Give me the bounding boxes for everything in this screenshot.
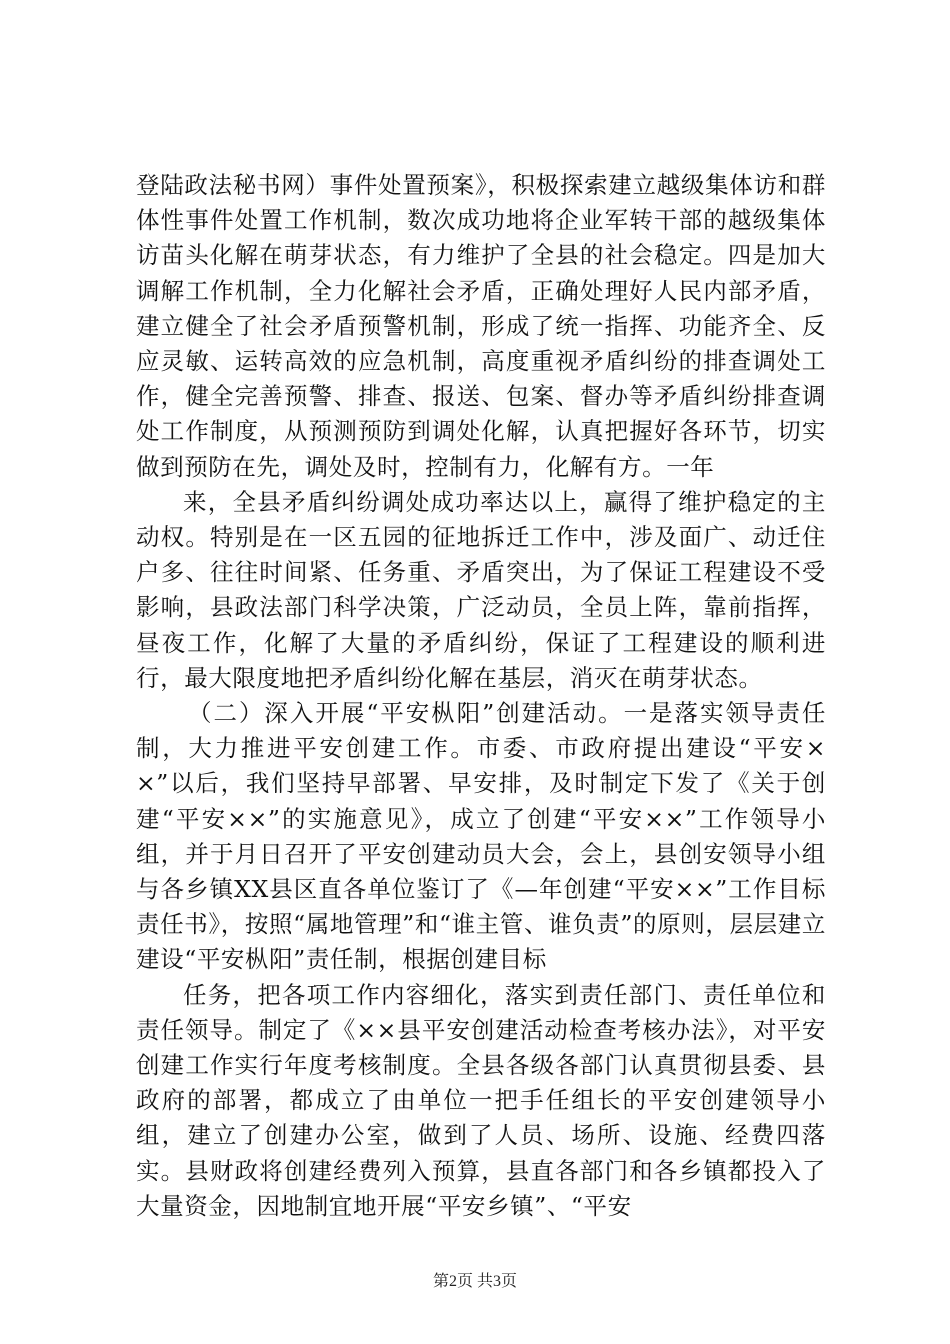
paragraph-2: 来，全县矛盾纠纷调处成功率达以上，赢得了维护稳定的主动权。特别是在一区五园的征地拆迁工作中，涉及面广、动迁住户多、往往时间紧、任务重、矛盾突出，为了保证工程建设不受影响，县政法部门科学决策，广泛动员，全员上阵，靠前指挥，昼夜工作，化解了大量的矛盾纠纷，保证了工程建设的顺利进行，最大限度地把矛盾纠纷化解在基层，消灭在萌芽状态。 [136,487,826,692]
paragraph-4: 任务，把各项工作内容细化，落实到责任部门、责任单位和责任领导。制定了《××县平安创建活动检查考核办法》，对平安创建工作实行年度考核制度。全县各级各部门认真贯彻县委、县政府的部署，都成立了由单位一把手任组长的平安创建领导小组，建立了创建办公室，做到了人员、场所、设施、经费四落实。县财政将创建经费列入预算，县直各部门和各乡镇都投入了大量资金，因地制宜地开展“平安乡镇”、“平安 [136,980,826,1220]
paragraph-1: 登陆政法秘书网）事件处置预案》，积极探索建立越级集体访和群体性事件处置工作机制，数次成功地将企业军转干部的越级集体访苗头化解在萌芽状态，有力维护了全县的社会稳定。四是加大调解工作机制，全力化解社会矛盾，正确处理好人民内部矛盾，建立健全了社会矛盾预警机制，形成了统一指挥、功能齐全、反应灵敏、运转高效的应急机制，高度重视矛盾纠纷的排查调处工作，健全完善预警、排查、报送、包案、督办等矛盾纠纷排查调处工作制度，从预测预防到调处化解，认真把握好各环节，切实做到预防在先，调处及时，控制有力，化解有方。一年 [136,171,826,481]
page-number-footer: 第2页 共3页 [432,1273,517,1290]
paragraph-3: （二）深入开展“平安枞阳”创建活动。一是落实领导责任制，大力推进平安创建工作。市委、市政府提出建设“平安××”以后，我们坚持早部署、早安排，及时制定下发了《关于创建“平安××”的实施意见》，成立了创建“平安××”工作领导小组，并于月日召开了平安创建动员大会，会上，县创安领导小组与各乡镇XX县区直各单位鉴订了《—年创建“平安××”工作目标责任书》，按照“属地管理”和“谁主管、谁负责”的原则，层层建立建设“平安枞阳”责任制，根据创建目标 [136,699,826,974]
document-body [136,168,826,1224]
